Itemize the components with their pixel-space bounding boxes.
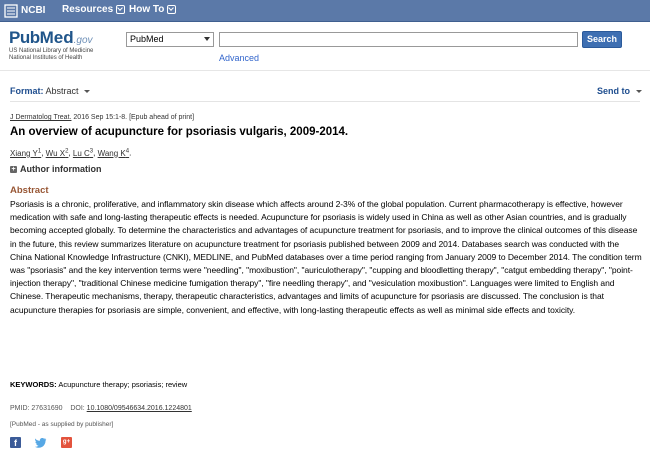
article-title: An overview of acupuncture for psoriasis vulgaris, 2009-2014. — [10, 126, 349, 138]
doi-label: DOI: — [70, 405, 85, 412]
database-select[interactable] — [126, 32, 214, 47]
keywords — [10, 380, 187, 389]
caret-down-icon — [636, 90, 642, 93]
caret-down-icon — [84, 90, 90, 93]
send-to-label: Send to — [597, 86, 630, 96]
citation-details: 2016 Sep 15:1-8. [Epub ahead of print] — [71, 114, 195, 121]
author-list: Xiang $Y^1$, Wu $X^2$, Lu $C^3$, Wang $K^4$. — [10, 148, 132, 158]
author-link[interactable]: Wu $X^2$ — [45, 148, 69, 158]
expand-plus-icon: + — [11, 165, 16, 173]
facebook-icon[interactable]: f — [10, 437, 21, 448]
twitter-icon[interactable] — [35, 437, 47, 448]
doi-link[interactable]: 10.1080/09546634.2016.1224801 — [86, 405, 192, 412]
chevron-down-icon — [167, 5, 176, 14]
author-link[interactable]: Lu $C^3$ — [72, 148, 94, 158]
send-to-menu[interactable] — [597, 86, 642, 96]
advanced-search-link[interactable]: Advanced — [219, 53, 260, 63]
format-value: Abstract — [45, 86, 79, 96]
abstract-text: Psoriasis is a chronic, proliferative, and inflammatory skin disease which affects around 2-3% of the global population. Current pharmacotherapy is effective, however medication with safe and long-lasting therapeutic effects is needed. Acupuncture for psoriasis is widely used in China as well as other Asian countries, and is gradually becoming accepted globally. To determine the characteristics and advantages of acupuncture treatment for psoriasis, and to improve the clinical outcomes of this disease in the future, this review summarizes literature on acupuncture treatment for psoriasis published between 2009 and 2014. Databases search was conducted with the China National Knowledge Infrastructure (CNKI), MEDLINE, and PubMed databases over a time period ranging from January 2009 to December 2014. The condition term was "psoriasis" and the key intervention terms were "needling", "moxibustion", "auriculotherapy", "cupping and bloodletting therapy", "catgut embedding therapy", "point-injection therapy", "traditional Chinese medicine fumigation therapy", "fire needling therapy", and "vesiculation moxibustion". Languages were limited to English and Chinese. Therapeutic mechanisms, therapy, therapeutic characteristics, advantages and limits of acupuncture for psoriasis are discussed. The conclusion is that acupuncture therapies for psoriasis are simple, convenient, and effective, with long-lasting therapeutic effects as well as minimal side effects and toxicity. — [10, 199, 642, 315]
google-plus-icon[interactable]: g+ — [61, 437, 72, 448]
author-info-toggle[interactable] — [10, 164, 102, 174]
supplied-note: [PubMed - as supplied by publisher] — [10, 421, 114, 428]
pubmed-header — [0, 22, 650, 71]
format-selector[interactable] — [10, 86, 90, 96]
pubmed-logo[interactable] — [9, 28, 93, 62]
howto-label: How To — [129, 4, 165, 15]
logo-pub: Pub — [9, 28, 40, 47]
nlm-line2: National Institutes of Health — [9, 55, 83, 61]
logo-med: Med — [39, 28, 74, 47]
logo-gov: .gov — [73, 35, 93, 46]
author-link[interactable]: Wang $K^4$ — [97, 148, 130, 158]
citation — [10, 114, 194, 121]
database-select-value: PubMed — [130, 34, 164, 44]
ncbi-home-link[interactable] — [4, 3, 45, 18]
social-share — [10, 437, 72, 448]
journal-link[interactable]: J Dermatolog Treat. — [10, 114, 72, 121]
search-input[interactable] — [219, 32, 578, 47]
divider — [10, 101, 640, 102]
nlm-line1: US National Library of Medicine — [9, 48, 94, 54]
resources-menu[interactable] — [62, 4, 125, 15]
pmid: PMID: 27631690 — [10, 405, 63, 412]
howto-menu[interactable] — [129, 4, 176, 15]
ncbi-brand: NCBI — [21, 5, 46, 16]
ncbi-topbar — [0, 0, 650, 22]
keywords-label: KEYWORDS: — [10, 380, 57, 389]
chevron-down-icon — [116, 5, 125, 14]
abstract-heading: Abstract — [10, 185, 49, 196]
author-info-label: Author information — [20, 164, 102, 174]
dropdown-arrow-icon — [204, 37, 210, 41]
resources-label: Resources — [62, 4, 114, 15]
ncbi-logo-icon — [4, 4, 18, 18]
format-label: Format: — [10, 86, 44, 96]
identifiers — [10, 405, 192, 412]
search-button[interactable]: Search — [582, 31, 622, 48]
author-link[interactable]: Xiang $Y^1$ — [10, 148, 42, 158]
keywords-list: Acupuncture therapy; psoriasis; review — [56, 380, 188, 389]
